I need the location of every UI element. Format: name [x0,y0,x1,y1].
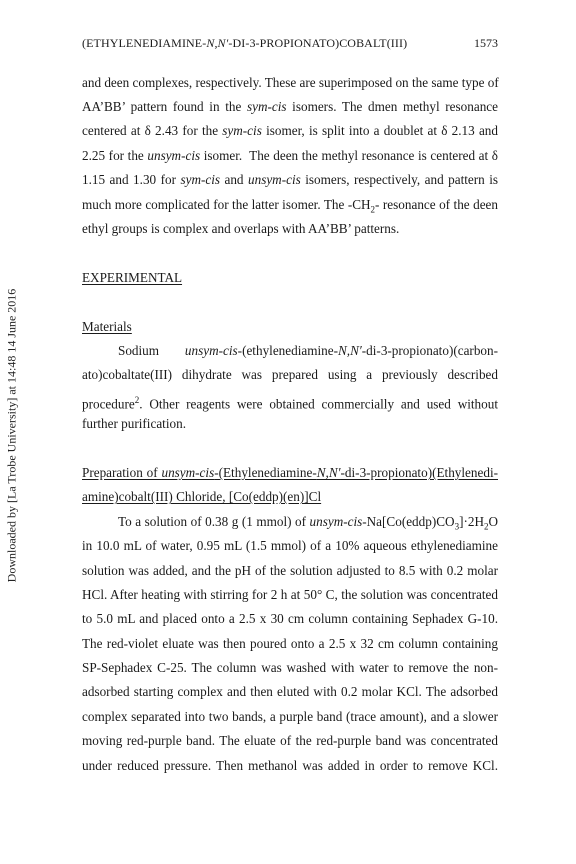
paragraph1-line-4: 2.25 for the unsym-cis isomer. The deen the methyl resonance is centered at δ [82,148,498,163]
preparation-line-4: HCl. After heating with stirring for 2 h at 50° C, the solution was concentrated [82,587,498,602]
materials-heading: Materials [82,319,132,334]
materials-line-4: further purification. [82,416,186,431]
preparation-line-9: complex separated into two bands, a purple band (trace amount), and a slower [82,709,498,724]
preparation-line-10: moving red-purple band. The eluate of the red-purple band was concentrated [82,733,498,748]
preparation-line-5: to 5.0 mL and placed onto a 2.5 x 30 cm column containing Sephadex G-10. [82,611,498,626]
paragraph1-line-5: 1.15 and 1.30 for sym-cis and unsym-cis isomers, respectively, and pattern is [82,172,499,187]
preparation-line-2: in 10.0 mL of water, 0.95 mL (1.5 mmol) of a 10% aqueous ethylenediamine [82,538,498,553]
download-watermark-text: Downloaded by [La Trobe University] at 14:48 14 June 2016 [4,288,19,582]
materials-line-1: Sodium unsym-cis-(ethylenediamine-N,N′-di-3-propionato)(carbon- [118,343,498,358]
preparation-line-7: SP-Sephadex C-25. The column was washed with water to remove the non- [82,660,498,675]
preparation-line-6: The red-violet eluate was then poured onto a 2.5 x 32 cm column containing [82,636,498,651]
preparation-line-8: adsorbed starting complex and then eluted with 0.2 molar KCl. The adsorbed [82,684,498,699]
paragraph1-line-6: much more complicated for the latter isomer. The $-CH_2-$ resonance of the deen [82,197,498,215]
page-number: 1573 [474,36,498,50]
paragraph1-line-2: AA’BB’ pattern found in the sym-cis isomers. The dmen methyl resonance [82,99,498,114]
materials-line-2: ato)cobaltate(III) dihydrate was prepared using a previously described [82,367,498,382]
paragraph1-line-7: ethyl groups is complex and overlaps with AA’BB’ patterns. [82,221,400,236]
preparation-line-11: under reduced pressure. Then methanol was added in order to remove KCl. [82,758,498,773]
download-watermark [0,240,24,630]
paragraph1-line-3: centered at δ 2.43 for the sym-cis isomer, is split into a doublet at δ 2.13 and [82,123,498,138]
materials-line-3: procedure$^2$. Other reagents were obtained commercially and used without [82,395,498,412]
paragraph1-line-1: and deen complexes, respectively. These are superimposed on the same type of [82,75,499,90]
preparation-line-3: solution was added, and the pH of the solution adjusted to 8.5 with 0.2 molar [82,563,498,578]
preparation-line-1: To a solution of 0.38 g (1 mmol) of unsym-$cis-Na[Co(eddp)CO_3]\cdot 2H_2O$ [118,514,498,532]
preparation-heading-line-2: amine)cobalt(III) Chloride, [Co(eddp)(en)]Cl [82,489,322,504]
running-head: (ETHYLENEDIAMINE-N,N′-DI-3-PROPIONATO)COBALT(III) [82,36,408,50]
preparation-heading-line-1: Preparation of unsym-cis-(Ethylenediamine-N,N′-di-3-propionato)(Ethylenedi- [82,465,498,480]
experimental-heading: EXPERIMENTAL [82,270,183,285]
